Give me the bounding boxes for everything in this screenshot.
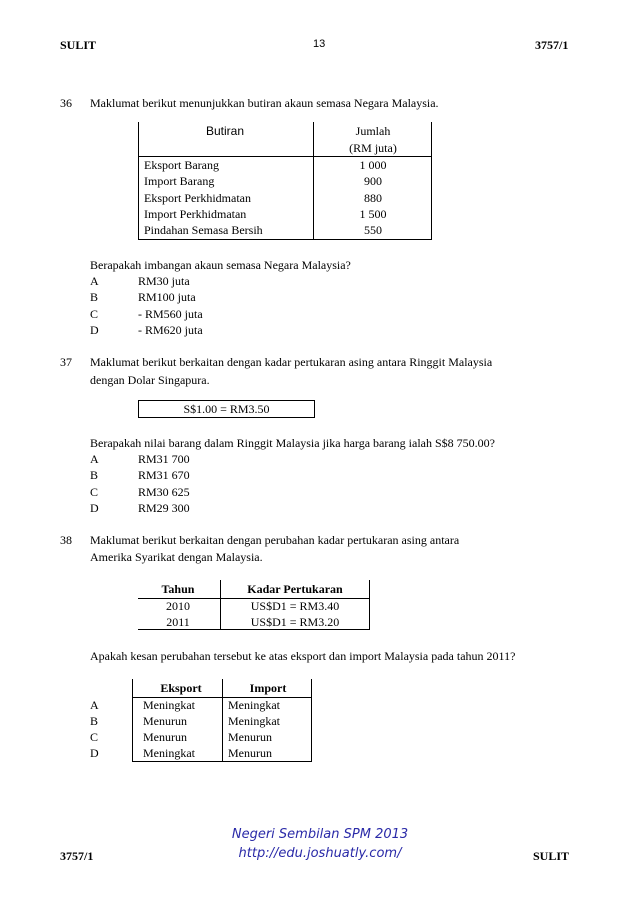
q38-year-header: Tahun: [161, 582, 195, 596]
option-letter: B: [90, 290, 99, 305]
table-row-value: 1 000: [359, 158, 387, 172]
q37-number: 37: [60, 355, 72, 369]
option-letter: C: [90, 306, 99, 321]
option-import: Menurun: [228, 730, 272, 744]
q38-stem-line2: Amerika Syarikat dengan Malaysia.: [90, 550, 263, 564]
table-row-year: 2010: [166, 599, 190, 613]
option-letter: A: [90, 452, 99, 466]
table-row-value: 550: [364, 223, 382, 238]
q38-right-border: [369, 580, 370, 630]
q36-stem: Maklumat berikut menunjukkan butiran akaun semasa Negara Malaysia.: [90, 96, 439, 110]
source-name: Negeri Sembilan SPM 2013: [231, 827, 409, 842]
option-import: Menurun: [228, 746, 272, 760]
table-row-item: Import Barang: [144, 174, 215, 189]
option-letter: B: [90, 468, 99, 483]
option-import: Meningkat: [228, 698, 280, 712]
table-row-rate: US$D1 = RM3.20: [250, 614, 340, 629]
option-letter: A: [90, 698, 99, 712]
option-eksport: Meningkat: [143, 698, 195, 712]
option-text: - RM560 juta: [138, 306, 203, 321]
q38-rate-header: Kadar Pertukaran: [247, 582, 343, 596]
header-code: 3757/1: [535, 38, 569, 52]
q36-col1-header: Butiran: [205, 124, 245, 138]
option-letter: A: [90, 274, 99, 288]
footer-sulit: SULIT: [533, 849, 570, 863]
table-row-value: 880: [364, 190, 382, 205]
table-row-rate: US$D1 = RM3.40: [250, 599, 340, 613]
q38-opt-bottom-rule: [132, 761, 312, 762]
q36-right-border: [431, 122, 432, 240]
q37-exchange-box: [138, 400, 315, 418]
q36-left-border: [138, 122, 139, 240]
option-eksport: Meningkat: [143, 746, 195, 760]
option-text: RM100 juta: [138, 290, 196, 305]
option-text: RM30 625: [138, 484, 190, 499]
option-text: RM30 juta: [138, 274, 190, 288]
table-row-value: 1 500: [359, 206, 387, 221]
q37-stem-line1: Maklumat berikut berkaitan dengan kadar pertukaran asing antara Ringgit Malaysia: [90, 355, 493, 369]
option-text: RM31 670: [138, 468, 190, 483]
source-url[interactable]: http://edu.joshuatly.com/: [238, 846, 402, 861]
table-row-item: Import Perkhidmatan: [144, 206, 247, 221]
option-letter: D: [90, 500, 99, 515]
option-eksport: Menurun: [143, 730, 187, 744]
q38-opt-right-border: [311, 679, 312, 762]
table-row-item: Eksport Perkhidmatan: [144, 190, 251, 205]
option-letter: D: [90, 746, 99, 760]
q38-stem-line1: Maklumat berikut berkaitan dengan perubahan kadar pertukaran asing antara: [90, 533, 460, 547]
q38-opt-mid-border: [222, 679, 223, 762]
option-import: Meningkat: [228, 714, 280, 728]
q37-exchange-rate: S$1.00 = RM3.50: [183, 402, 270, 416]
q36-col2-sub: (RM juta): [349, 141, 397, 155]
q37-question: Berapakah nilai barang dalam Ringgit Malaysia jika harga barang ialah S$8 750.00?: [90, 436, 495, 450]
option-letter: C: [90, 730, 99, 744]
option-text: RM29 300: [138, 500, 190, 515]
q38-opt-left-border: [132, 679, 133, 762]
q36-number: 36: [60, 96, 72, 110]
table-row-item: Pindahan Semasa Bersih: [144, 223, 263, 238]
q36-col2-header: Jumlah: [355, 124, 391, 138]
option-letter: C: [90, 484, 99, 499]
q36-question: Berapakah imbangan akaun semasa Negara Malaysia?: [90, 258, 351, 272]
q38-eksport-header: Eksport: [160, 681, 202, 695]
q37-stem-line2: dengan Dolar Singapura.: [90, 373, 210, 387]
q36-header-rule: [138, 156, 432, 157]
q36-bottom-rule: [138, 239, 432, 240]
table-row-year: 2011: [166, 614, 190, 629]
q38-number: 38: [60, 533, 72, 547]
page-number: 13: [313, 38, 326, 50]
option-eksport: Menurun: [143, 714, 187, 728]
table-row-item: Eksport Barang: [144, 158, 219, 172]
q36-mid-border: [313, 122, 314, 240]
option-letter: D: [90, 322, 99, 337]
q38-mid-border: [220, 580, 221, 630]
header-sulit: SULIT: [60, 38, 97, 52]
option-text: RM31 700: [138, 452, 190, 466]
footer-code: 3757/1: [60, 849, 94, 863]
q38-question: Apakah kesan perubahan tersebut ke atas eksport dan import Malaysia pada tahun 2011?: [90, 649, 516, 663]
q38-import-header: Import: [249, 681, 287, 695]
option-letter: B: [90, 714, 99, 728]
table-row-value: 900: [364, 174, 382, 189]
option-text: - RM620 juta: [138, 322, 203, 337]
